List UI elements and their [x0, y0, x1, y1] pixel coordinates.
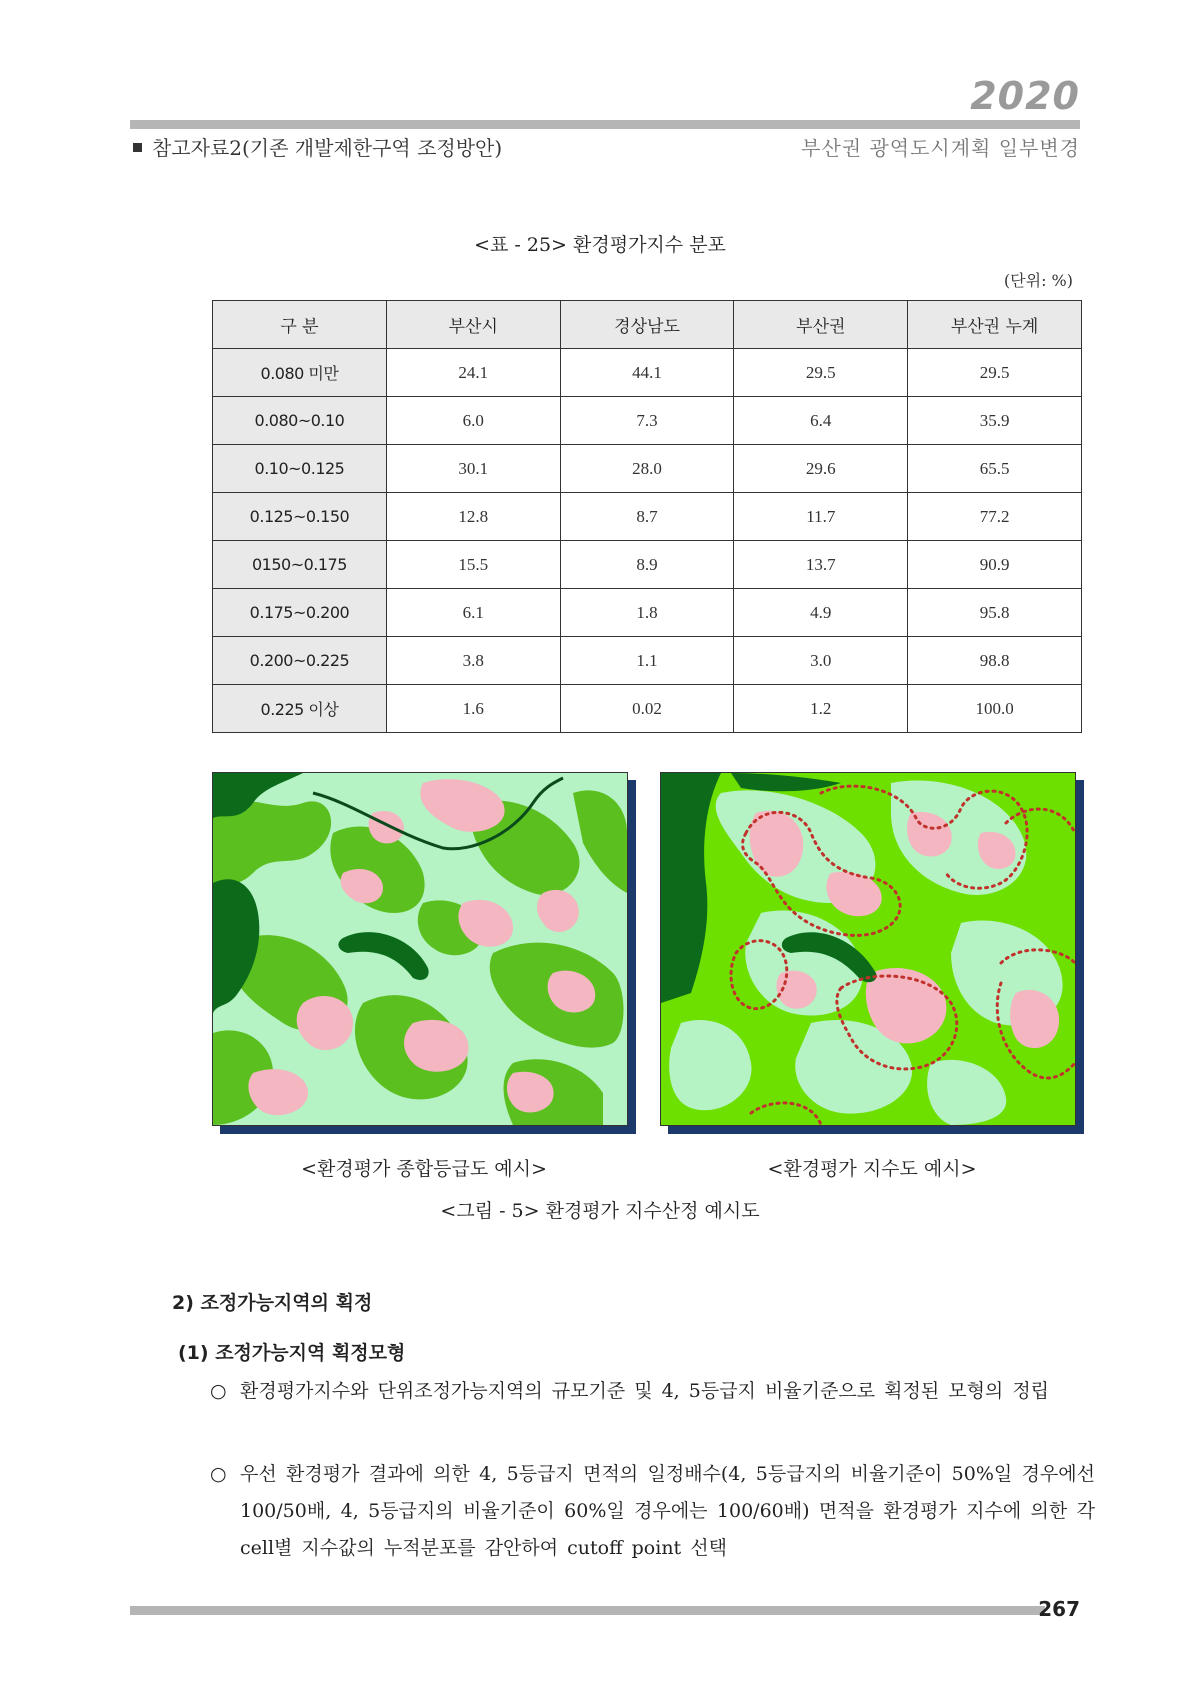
table-cell: 29.6	[734, 445, 908, 493]
row-label: 0.200~0.225	[213, 637, 387, 685]
bullet-text: 환경평가지수와 단위조정가능지역의 규모기준 및 4, 5등급지 비율기준으로 획정된 모형의 정립	[240, 1380, 1050, 1402]
header-rule	[130, 120, 1080, 129]
column-header: 부산권	[734, 301, 908, 349]
table-cell: 1.2	[734, 685, 908, 733]
table-row	[213, 589, 1082, 637]
table-row	[213, 445, 1082, 493]
table-cell: 6.4	[734, 397, 908, 445]
row-label: 0.080 미만	[213, 349, 387, 397]
table-cell: 35.9	[908, 397, 1082, 445]
table-cell: 13.7	[734, 541, 908, 589]
table-cell: 6.0	[386, 397, 560, 445]
table-cell: 8.9	[560, 541, 734, 589]
table-cell: 4.9	[734, 589, 908, 637]
bullet-text: 우선 환경평가 결과에 의한 4, 5등급지 면적의 일정배수(4, 5등급지의 비율기준이 50%일 경우에선 100/50배, 4, 5등급지의 비율기준이 60%일 경우에는 100/60배) 면적을 환경평가 지수에 의한 각 cell별 지수값의 누적분포를 감안하여 cutoff point 선택	[240, 1463, 1095, 1559]
index-map-caption: <환경평가 지수도 예시>	[767, 1158, 977, 1180]
table-cell: 8.7	[560, 493, 734, 541]
table-row	[213, 541, 1082, 589]
table-cell: 77.2	[908, 493, 1082, 541]
column-header: 구 분	[213, 301, 387, 349]
distribution-table	[212, 300, 1082, 733]
table-cell: 24.1	[386, 349, 560, 397]
table-row	[213, 493, 1082, 541]
square-bullet-icon	[133, 143, 142, 152]
row-label: 0.125~0.150	[213, 493, 387, 541]
table-cell: 1.8	[560, 589, 734, 637]
table-caption: <표 - 25> 환경평가지수 분포	[474, 234, 726, 256]
grade-map	[212, 772, 628, 1126]
figure-caption: <그림 - 5> 환경평가 지수산정 예시도	[440, 1200, 760, 1222]
table-cell: 29.5	[734, 349, 908, 397]
index-map	[660, 772, 1076, 1126]
table-cell: 30.1	[386, 445, 560, 493]
section-heading: 2) 조정가능지역의 획정	[172, 1292, 373, 1314]
table-cell: 98.8	[908, 637, 1082, 685]
table-row	[213, 637, 1082, 685]
table-cell: 90.9	[908, 541, 1082, 589]
table-header-row	[213, 301, 1082, 349]
table-cell: 7.3	[560, 397, 734, 445]
table-row	[213, 349, 1082, 397]
row-label: 0.225 이상	[213, 685, 387, 733]
table-cell: 28.0	[560, 445, 734, 493]
row-label: 0150~0.175	[213, 541, 387, 589]
column-header: 부산권 누계	[908, 301, 1082, 349]
table-row	[213, 685, 1082, 733]
header-document-title: 부산권 광역도시계획 일부변경	[801, 136, 1080, 160]
grade-map-caption: <환경평가 종합등급도 예시>	[301, 1158, 547, 1180]
column-header: 경상남도	[560, 301, 734, 349]
subsection-heading: (1) 조정가능지역 획정모형	[178, 1342, 406, 1364]
grade-map-figure	[212, 772, 636, 1134]
circle-bullet-icon: ○	[210, 1380, 227, 1402]
footer-rule	[130, 1606, 1045, 1615]
table-cell: 100.0	[908, 685, 1082, 733]
table-cell: 1.6	[386, 685, 560, 733]
table-cell: 6.1	[386, 589, 560, 637]
table-unit: (단위: %)	[1003, 271, 1073, 290]
table-cell: 3.8	[386, 637, 560, 685]
table-cell: 95.8	[908, 589, 1082, 637]
header-section-title	[133, 132, 502, 161]
page-number: 267	[1038, 1597, 1080, 1621]
edition-year: 2020	[970, 74, 1080, 118]
row-label: 0.080~0.10	[213, 397, 387, 445]
table-cell: 3.0	[734, 637, 908, 685]
table-cell: 44.1	[560, 349, 734, 397]
table-cell: 1.1	[560, 637, 734, 685]
circle-bullet-icon: ○	[210, 1463, 227, 1485]
table-row	[213, 397, 1082, 445]
index-map-figure	[660, 772, 1084, 1134]
row-label: 0.10~0.125	[213, 445, 387, 493]
table-cell: 29.5	[908, 349, 1082, 397]
row-label: 0.175~0.200	[213, 589, 387, 637]
table-cell: 65.5	[908, 445, 1082, 493]
column-header: 부산시	[386, 301, 560, 349]
table-cell: 11.7	[734, 493, 908, 541]
table-cell: 0.02	[560, 685, 734, 733]
header-left-text: 참고자료2(기존 개발제한구역 조정방안)	[152, 136, 503, 160]
table-cell: 12.8	[386, 493, 560, 541]
table-cell: 15.5	[386, 541, 560, 589]
